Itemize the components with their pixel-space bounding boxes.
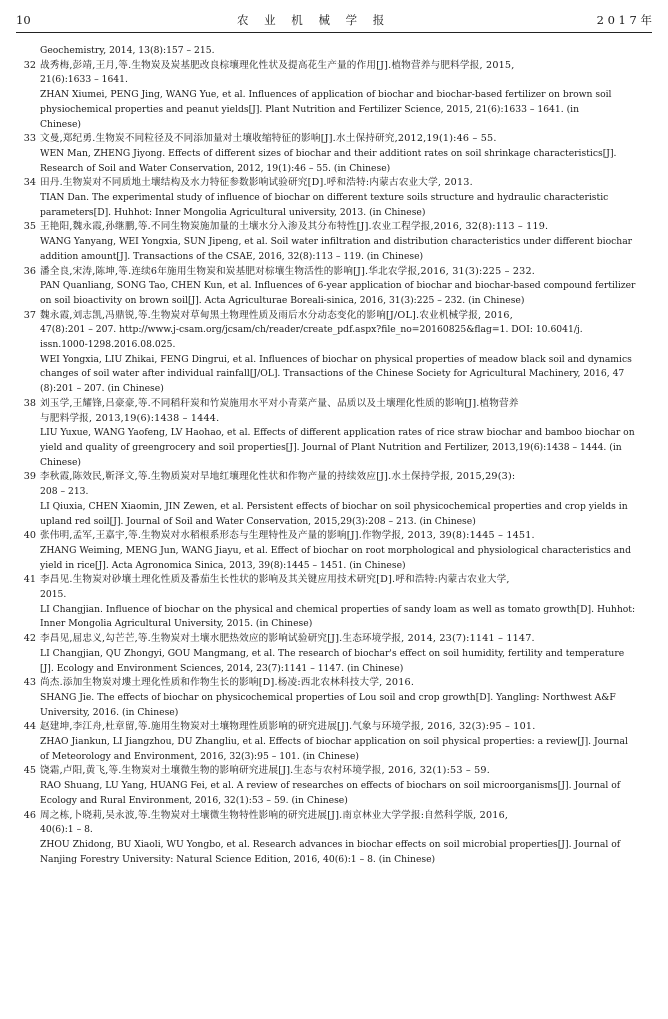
reference-line: physiochemical properties and peanut yields[J]. Plant Nutrition and Fertilizer Science, 2015, 21(6):1633 – 1641. (in — [40, 103, 580, 115]
reference-line: LI Changjian. Influence of biochar on the physical and chemical properties of sandy loam as well as tomato growth[D]. Huhhot: — [40, 603, 636, 615]
reference-entry — [16, 397, 656, 471]
reference-number: 43 — [23, 677, 36, 689]
header-rule — [16, 32, 652, 33]
reference-number: 40 — [23, 530, 36, 542]
reference-line: changes of soil water after individual rainfall[J/OL]. Transactions of the Chinese Society for Agricultural Machinery, 2016, 47 — [40, 368, 625, 380]
reference-number: 36 — [23, 265, 36, 277]
reference-entry — [16, 132, 656, 176]
reference-number: 41 — [23, 574, 36, 586]
reference-line: TIAN Dan. The experimental study of influence of biochar on different texture soils structure and hydraulic characteristic — [40, 192, 609, 204]
reference-line: 李秋霞,陈效民,靳泽文,等.生物质炭对旱地红壤理化性状和作物产量的持续效应[J].水土保持学报, 2015,29(3): — [40, 471, 516, 483]
reference-line: 刘玉学,王耀锋,吕豪豪,等.不同稻秆炭和竹炭施用水平对小青菜产量、品质以及土壤理化性质的影响[J].植物营养 — [40, 397, 519, 409]
reference-entry — [16, 764, 656, 808]
reference-line: addition amount[J]. Transactions of the CSAE, 2016, 32(8):113 – 119. (in Chinese) — [40, 250, 424, 262]
reference-line: Inner Mongolia Agricultural University, 2015. (in Chinese) — [40, 618, 313, 630]
reference-number: 34 — [23, 177, 36, 189]
reference-number: 38 — [23, 397, 36, 409]
publication-year: 2 0 1 7 年 — [596, 13, 652, 27]
reference-text — [40, 44, 656, 59]
reference-line: WANG Yanyang, WEI Yongxia, SUN Jipeng, et al. Soil water infiltration and distribution characteristics under different biochar — [40, 236, 633, 248]
reference-line: of Meteorology and Environment, 2016, 32(3):95 – 101. (in Chinese) — [40, 750, 359, 762]
reference-line: Research of Soil and Water Conservation, 2012, 19(1):46 – 55. (in Chinese) — [40, 162, 391, 174]
reference-number: 37 — [23, 309, 36, 321]
reference-line: WEN Man, ZHENG Jiyong. Effects of different sizes of biochar and their additiont rates on soil shrinkage characteristics[J]. — [40, 147, 617, 159]
reference-line: 21(6):1633 – 1641. — [40, 74, 128, 86]
reference-line: issn.1000-1298.2016.08.025. — [40, 339, 176, 351]
reference-entry — [16, 470, 656, 529]
reference-text — [40, 764, 656, 808]
reference-line: 2015. — [40, 589, 67, 601]
reference-line: Geochemistry, 2014, 13(8):157 – 215. — [40, 45, 215, 56]
reference-line: 47(8):201 – 207. http://www.j-csam.org/jcsam/ch/reader/create_pdf.aspx?file_no=20160825&flag=1. DOI: 10.6041/j. — [40, 324, 583, 336]
reference-number: 39 — [23, 471, 36, 483]
reference-line: 尚杰.添加生物炭对塿土理化性质和作物生长的影响[D].杨凌:西北农林科技大学, 2016. — [40, 677, 415, 689]
reference-entry — [16, 265, 656, 309]
reference-line: 周之栋,卜晓莉,吴永波,等.生物炭对土壤微生物特性影响的研究进展[J].南京林业大学学报:自然科学版, 2016, — [40, 809, 509, 821]
reference-number: 46 — [23, 809, 36, 821]
reference-text — [40, 470, 656, 529]
reference-line: ZHAN Xiumei, PENG Jing, WANG Yue, et al. Influences of application of biochar and biochar-based fertilizer on brown soil — [40, 89, 612, 101]
reference-text — [40, 529, 656, 573]
reference-line: on soil bioactivity on brown soil[J]. Acta Agriculturae Boreali-sinica, 2016, 31(3):225 – 232. (in Chinese) — [40, 294, 525, 306]
reference-text — [40, 720, 656, 764]
reference-line: 潘全良,宋涛,陈坤,等.连续6年施用生物炭和炭基肥对棕壤生物活性的影响[J].华北农学报,2016, 31(3):225 – 232. — [40, 265, 536, 277]
reference-text — [40, 132, 656, 176]
reference-text — [40, 632, 656, 676]
reference-line: ZHAO Jiankun, LI Jiangzhou, DU Zhangliu, et al. Effects of biochar application on soil physical properties: a review[J]. Journal — [40, 736, 628, 748]
page-number: 10 — [16, 13, 31, 27]
reference-entry — [16, 176, 656, 220]
reference-entry — [16, 59, 656, 133]
reference-line: Ecology and Rural Environment, 2016, 32(1):53 – 59. (in Chinese) — [40, 794, 348, 806]
reference-entry — [16, 309, 656, 397]
reference-entry — [16, 573, 656, 632]
reference-line: 李昌见.生物炭对砂壤土理化性质及番茄生长性状的影响及其关键应用技术研究[D].呼和浩特:内蒙古农业大学, — [40, 574, 510, 586]
reference-line: 208 – 213. — [40, 486, 89, 498]
reference-entry — [16, 44, 656, 59]
reference-line: WEI Yongxia, LIU Zhikai, FENG Dingrui, et al. Influences of biochar on physical properties of meadow black soil and dynamics — [40, 353, 632, 365]
reference-line: LI Qiuxia, CHEN Xiaomin, JIN Zewen, et al. Persistent effects of biochar on soil physicochemical properties and crop yields in — [40, 500, 628, 512]
reference-number — [16, 44, 40, 59]
reference-list — [16, 44, 656, 867]
reference-text — [40, 309, 656, 397]
reference-line: 文曼,郑纪勇.生物炭不同粒径及不同添加量对土壤收缩特征的影响[J].水土保持研究,2012,19(1):46 – 55. — [40, 133, 497, 145]
reference-line: 赵建坤,李江舟,杜章留,等.施用生物炭对土壤物理性质影响的研究进展[J].气象与环境学报, 2016, 32(3):95 – 101. — [40, 721, 536, 733]
reference-entry — [16, 809, 656, 868]
reference-line: RAO Shuang, LU Yang, HUANG Fei, et al. A review of researches on effects of biochars on soil microorganisms[J]. Journal of — [40, 780, 621, 792]
reference-text — [40, 397, 656, 471]
reference-text — [40, 676, 656, 720]
reference-line: Nanjing Forestry University: Natural Science Edition, 2016, 40(6):1 – 8. (in Chinese) — [40, 853, 436, 865]
reference-line: 战秀梅,彭靖,王月,等.生物炭及炭基肥改良棕壤理化性状及提高花生产量的作用[J].植物营养与肥料学报, 2015, — [40, 59, 515, 71]
reference-line: LI Changjian, QU Zhongyi, GOU Mangmang, et al. The research of biochar's effect on soil humidity, fertility and temperature — [40, 647, 625, 659]
reference-line: upland red soil[J]. Journal of Soil and Water Conservation, 2015,29(3):208 – 213. (in Chinese) — [40, 515, 476, 527]
reference-line: (8):201 – 207. (in Chinese) — [40, 383, 164, 395]
reference-line: University, 2016. (in Chinese) — [40, 706, 179, 718]
reference-number: 32 — [23, 59, 36, 71]
reference-number: 45 — [23, 765, 36, 777]
reference-text — [40, 176, 656, 220]
reference-text — [40, 809, 656, 868]
reference-line: [J]. Ecology and Environment Sciences, 2014, 23(7):1141 – 1147. (in Chinese) — [40, 662, 404, 674]
reference-text — [40, 220, 656, 264]
reference-line: yield in rice[J]. Acta Agronomica Sinica, 2013, 39(8):1445 – 1451. (in Chinese) — [40, 559, 406, 571]
reference-line: 王艳阳,魏永霞,孙继鹏,等.不同生物炭施加量的土壤水分入渗及其分布特性[J].农业工程学报,2016, 32(8):113 – 119. — [40, 221, 549, 233]
reference-line: PAN Quanliang, SONG Tao, CHEN Kun, et al. Influences of 6-year application of biochar and biochar-based compound fertilizer — [40, 280, 636, 292]
journal-title: 农 业 机 械 学 报 — [236, 13, 391, 27]
reference-line: 李昌见,屈忠义,勾芒芒,等.生物炭对土壤水肥热效应的影响试验研究[J].生态环境学报, 2014, 23(7):1141 – 1147. — [40, 633, 535, 645]
reference-line: 与肥料学报, 2013,19(6):1438 – 1444. — [40, 412, 220, 424]
reference-line: Chinese) — [40, 118, 81, 130]
reference-number: 35 — [23, 221, 36, 233]
reference-entry — [16, 529, 656, 573]
reference-entry — [16, 632, 656, 676]
reference-line: LIU Yuxue, WANG Yaofeng, LV Haohao, et al. Effects of different application rates of rice straw biochar and bamboo biochar on — [40, 427, 635, 439]
reference-line: parameters[D]. Huhhot: Inner Mongolia Agricultural university, 2013. (in Chinese) — [40, 206, 426, 218]
reference-line: Chinese) — [40, 456, 81, 468]
reference-line: 张伟明,孟军,王嘉宇,等.生物炭对水稻根系形态与生理特性及产量的影响[J].作物学报, 2013, 39(8):1445 – 1451. — [40, 530, 535, 542]
reference-line: 田丹.生物炭对不同质地土壤结构及水力特征参数影响试验研究[D].呼和浩特:内蒙古农业大学, 2013. — [40, 177, 473, 189]
reference-number: 44 — [23, 721, 36, 733]
reference-entry — [16, 676, 656, 720]
reference-line: SHANG Jie. The effects of biochar on physicochemical properties of Lou soil and crop growth[D]. Yangling: Northwest A&F — [40, 691, 616, 703]
reference-entry — [16, 220, 656, 264]
reference-line: 魏永霞,刘志凯,冯鼎锐,等.生物炭对草甸黑土物理性质及雨后水分动态变化的影响[J/OL].农业机械学报, 2016, — [40, 309, 513, 321]
reference-entry — [16, 720, 656, 764]
reference-line: ZHOU Zhidong, BU Xiaoli, WU Yongbo, et al. Research advances in biochar effects on soil microbial properties[J]. Journal of — [40, 838, 621, 850]
reference-line: 40(6):1 – 8. — [40, 824, 93, 836]
reference-text — [40, 265, 656, 309]
running-header — [16, 10, 652, 30]
reference-number: 42 — [23, 633, 36, 645]
reference-line: ZHANG Weiming, MENG Jun, WANG Jiayu, et al. Effect of biochar on root morphological and physiological characteristics and — [40, 544, 631, 556]
reference-line: yield and quality of greengrocery and soil properties[J]. Journal of Plant Nutrition and Fertilizer, 2013,19(6):1438 – 1444. (in — [40, 441, 622, 453]
reference-text — [40, 573, 656, 632]
reference-number: 33 — [23, 133, 36, 145]
reference-text — [40, 59, 656, 133]
reference-line: 饶霜,卢阳,黄飞,等.生物炭对土壤微生物的影响研究进展[J].生态与农村环境学报, 2016, 32(1):53 – 59. — [40, 765, 490, 777]
